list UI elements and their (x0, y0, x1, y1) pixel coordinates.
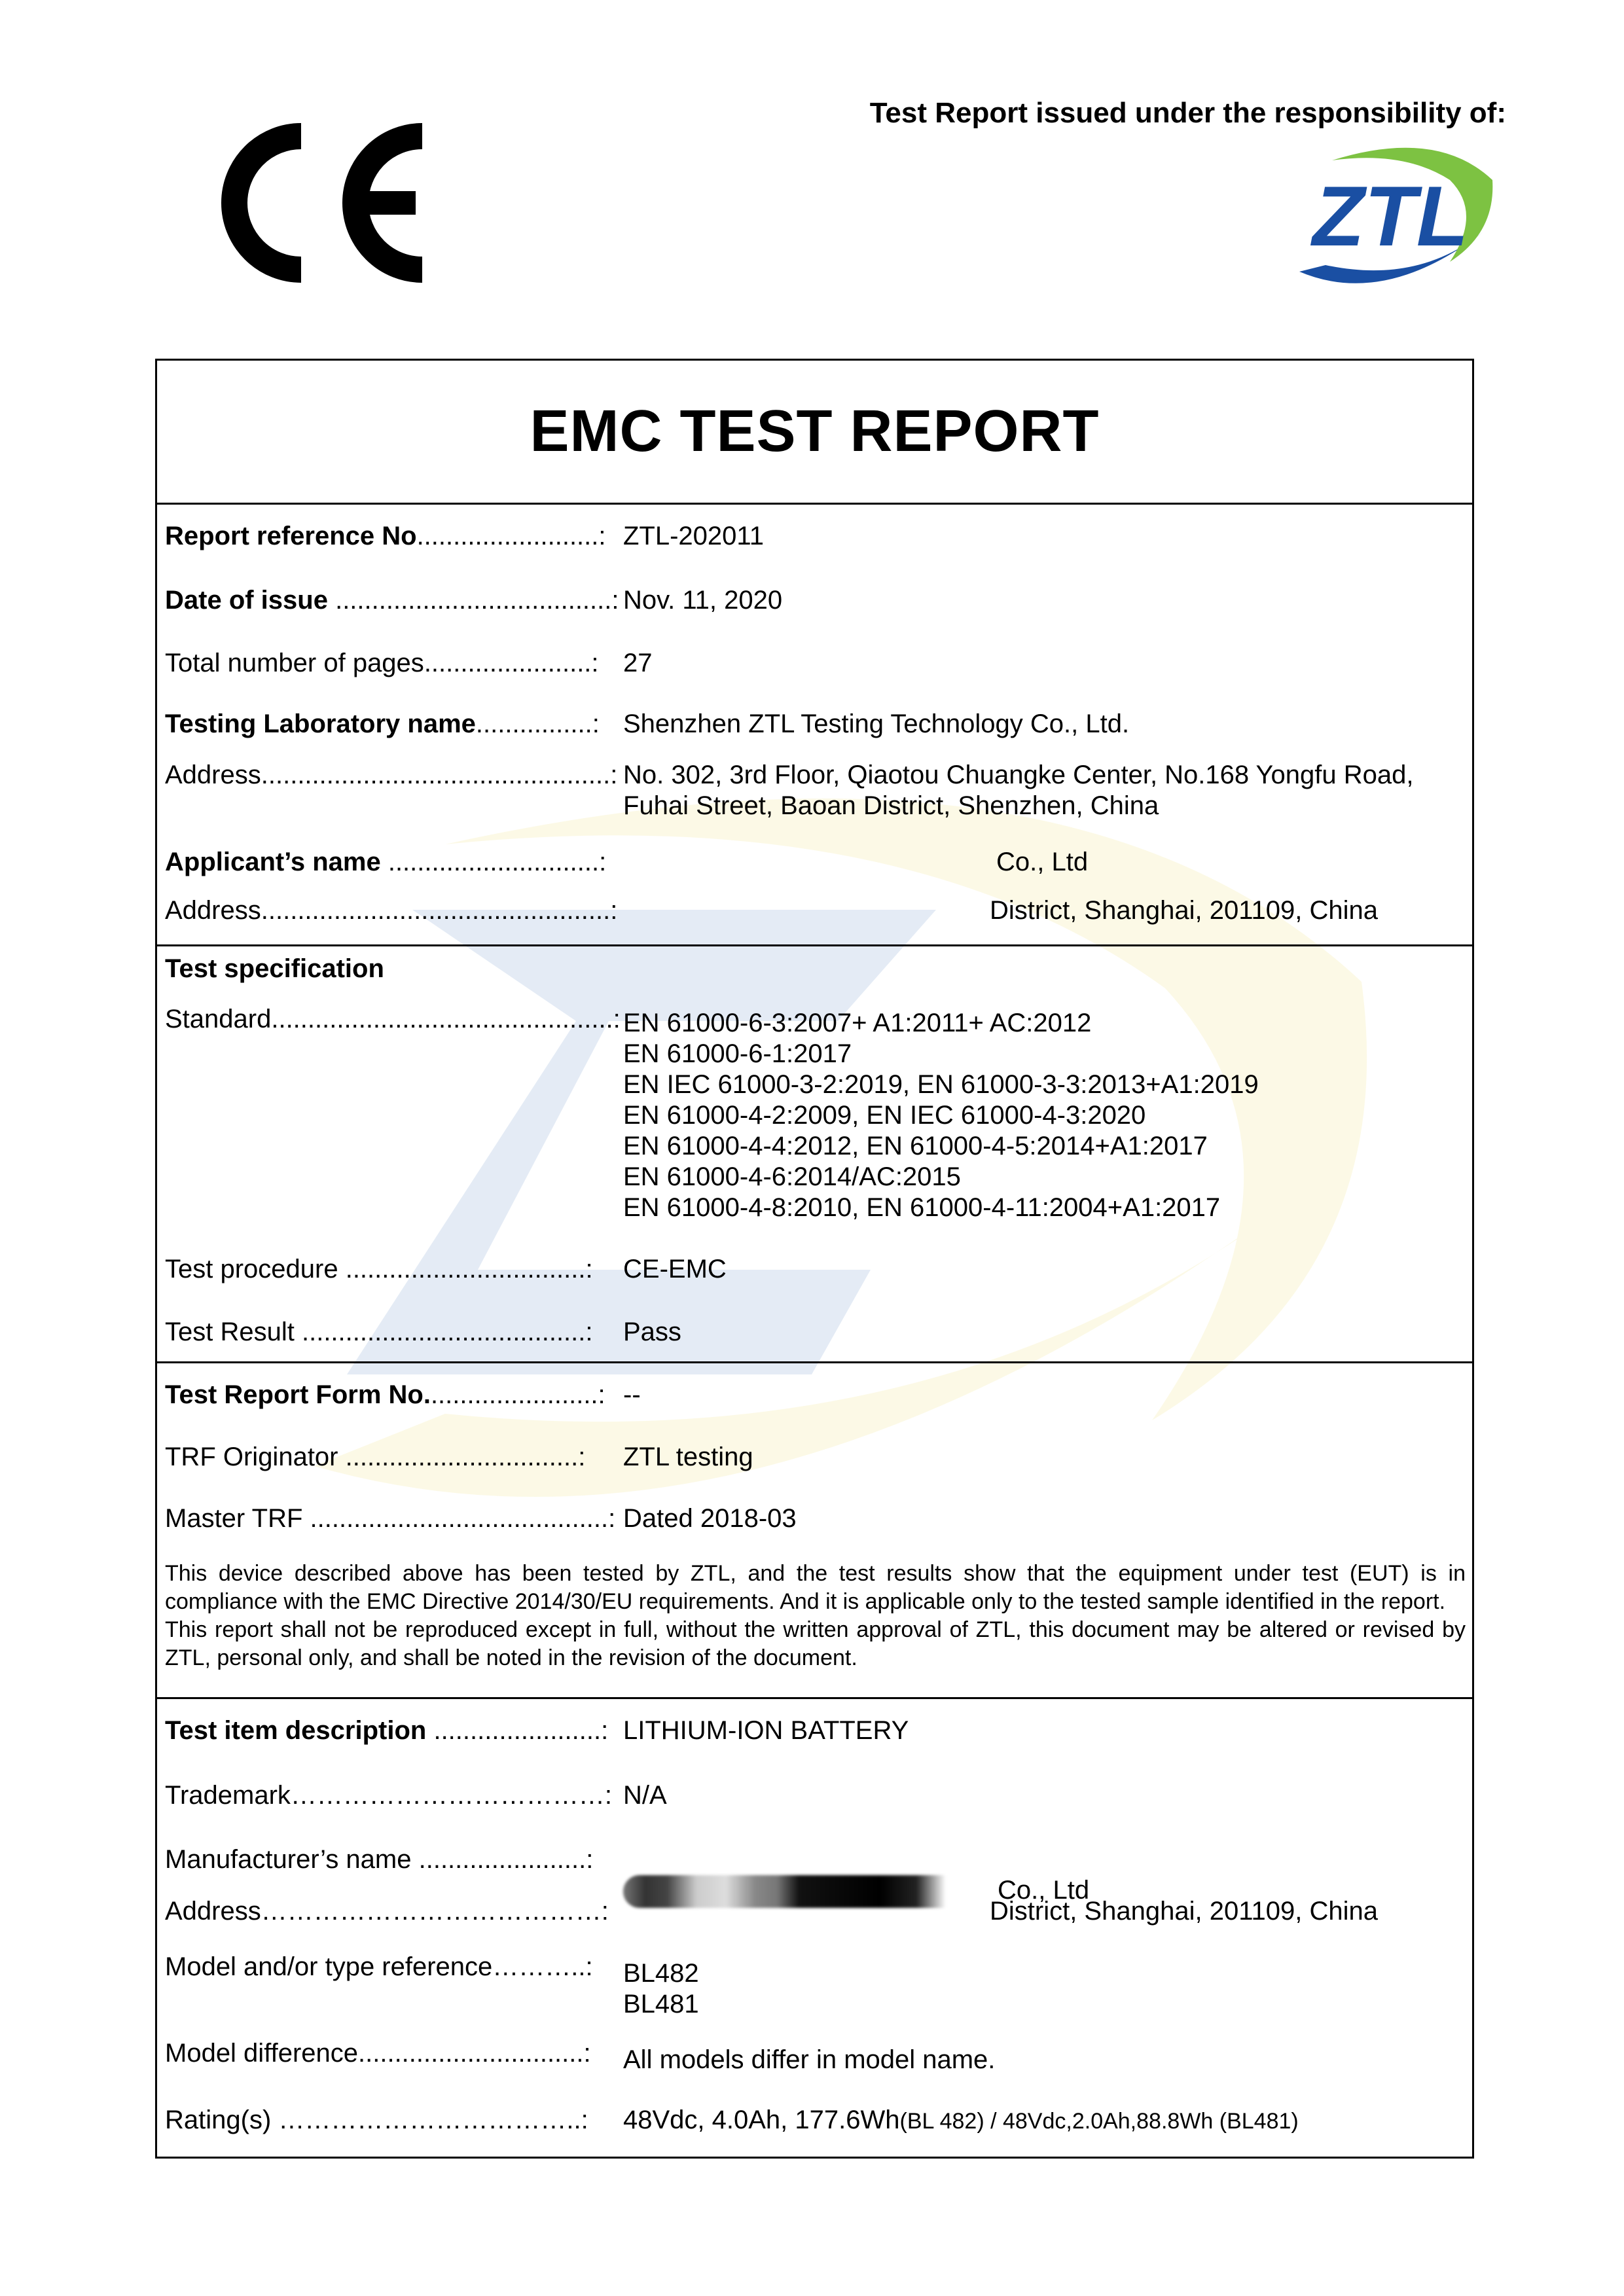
pages-value: 27 (623, 649, 653, 677)
ce-mark-logo (196, 118, 439, 288)
manufacturer-address-value: District, Shanghai, 201109, China (990, 1897, 1378, 1926)
model-value: BL482 BL481 (623, 1959, 699, 2018)
applicant-name-value: Co., Ltd (996, 848, 1089, 876)
model-difference-value: All models differ in model name. (623, 2045, 996, 2074)
procedure-value: CE-EMC (623, 1255, 727, 1283)
manufacturer-value: Co., Ltd (623, 1844, 1466, 1908)
applicant-address-value: District, Shanghai, 201109, China (990, 896, 1378, 925)
trf-originator-value: ZTL testing (623, 1443, 753, 1471)
rating-value: 48Vdc, 4.0Ah, 177.6Wh(BL 482) / 48Vdc,2.0Ah,88.8Wh (BL481) (623, 2106, 1299, 2134)
trademark-value: N/A (623, 1781, 667, 1810)
date-value: Nov. 11, 2020 (623, 586, 783, 615)
test-item-section: Test item description .......................: LITHIUM-ION BATTERY Trademark………………………………: N/A Manufacturer’s name .......................: Co., Ltd Address…………………………………: District, Shanghai, 201109, China Model and/or type reference………..: BL482 BL481 Model difference...............................: All models differ in model name. Rating(s) ……………………………..: 48Vdc, 4.0Ah, 177.6Wh(BL 482) / 48Vdc,2.0Ah,88.8Wh (BL481) (157, 1699, 1472, 2157)
issued-under-responsibility: Test Report issued under the responsibility of: (869, 97, 1506, 129)
svg-text:ZTL: ZTL (1312, 168, 1469, 264)
ztl-logo (1286, 134, 1502, 298)
trf-form-value: -- (623, 1380, 641, 1409)
general-info-section: Report reference No.........................: ZTL-202011 Date of issue ......................................: Nov. 11, 2020 Total number of pages.......................: 27 Testing Laboratory name................: Shenzhen ZTL Testing Technology Co., Ltd. Address................................................: No. 302, 3rd Floor, Qiaotou Chuangke Center, No.168 Yongfu Road, Fuhai Street, Baoan District, Shenzhen, China Applicant’s name .............................: Co., Ltd Address................................................: District, Shanghai, 201109, China (157, 505, 1472, 946)
test-spec-heading: Test specification (165, 954, 384, 983)
standard-value: EN 61000-6-3:2007+ A1:2011+ AC:2012 EN 61000-6-1:2017 EN IEC 61000-3-2:2019, EN 61000-3-3:2013+A1:2019 EN 61000-4-2:2009, EN IEC 61000-4-3:2020 EN 61000-4-4:2012, EN 61000-4-5:2014+A1:2017 EN 61000-4-6:2014/AC:2015 EN 61000-4-8:2010, EN 61000-4-11:2004+A1:2017 (623, 1009, 1259, 1222)
report-box (155, 359, 1474, 2159)
trf-section: Test Report Form No........................: -- TRF Originator ................................: ZTL testing Master TRF .........................................: Dated 2018-03 This device described above has been tested by ZTL, and the test results show that the equipment under test (EUT) is in compliance with the EMC Directive 2014/30/EU requirements. And it is applicable only to the tested sample identified in the report. This report shall not be reproduced except in full, without the written approval of ZTL, this document may be altered or revised by ZTL, personal only, and shall be noted in the revision of the document. (157, 1363, 1472, 1699)
lab-name-value: Shenzhen ZTL Testing Technology Co., Ltd. (623, 709, 1130, 738)
result-value: Pass (623, 1318, 681, 1346)
compliance-statement: This device described above has been tested by ZTL, and the test results show that the equipment under test (EUT) is in compliance with the EMC Directive 2014/30/EU requirements. And it is applicable only to the tested sample identified in the report. This report shall not be reproduced except in full, without the written approval of ZTL, this document may be altered or revised by ZTL, personal only, and shall be noted in the revision of the document. (165, 1561, 1466, 1670)
test-spec-section: Test specification Standard...............................................: EN 61000-6-3:2007+ A1:2011+ AC:2012 EN 61000-6-1:2017 EN IEC 61000-3-2:2019, EN 61000-3-3:2013+A1:2019 EN 61000-4-2:2009, EN IEC 61000-4-3:2020 EN 61000-4-4:2012, EN 61000-4-5:2014+A1:2017 EN 61000-4-6:2014/AC:2015 EN 61000-4-8:2010, EN 61000-4-11:2004+A1:2017 Test procedure .................................: CE-EMC Test Result .......................................: Pass (157, 946, 1472, 1363)
report-title: EMC TEST REPORT (157, 361, 1472, 505)
item-desc-value: LITHIUM-ION BATTERY (623, 1716, 909, 1745)
report-ref-value: ZTL-202011 (623, 522, 764, 550)
master-trf-value: Dated 2018-03 (623, 1504, 797, 1533)
lab-address-value: No. 302, 3rd Floor, Qiaotou Chuangke Center, No.168 Yongfu Road, Fuhai Street, Baoan District, Shenzhen, China (623, 761, 1414, 820)
